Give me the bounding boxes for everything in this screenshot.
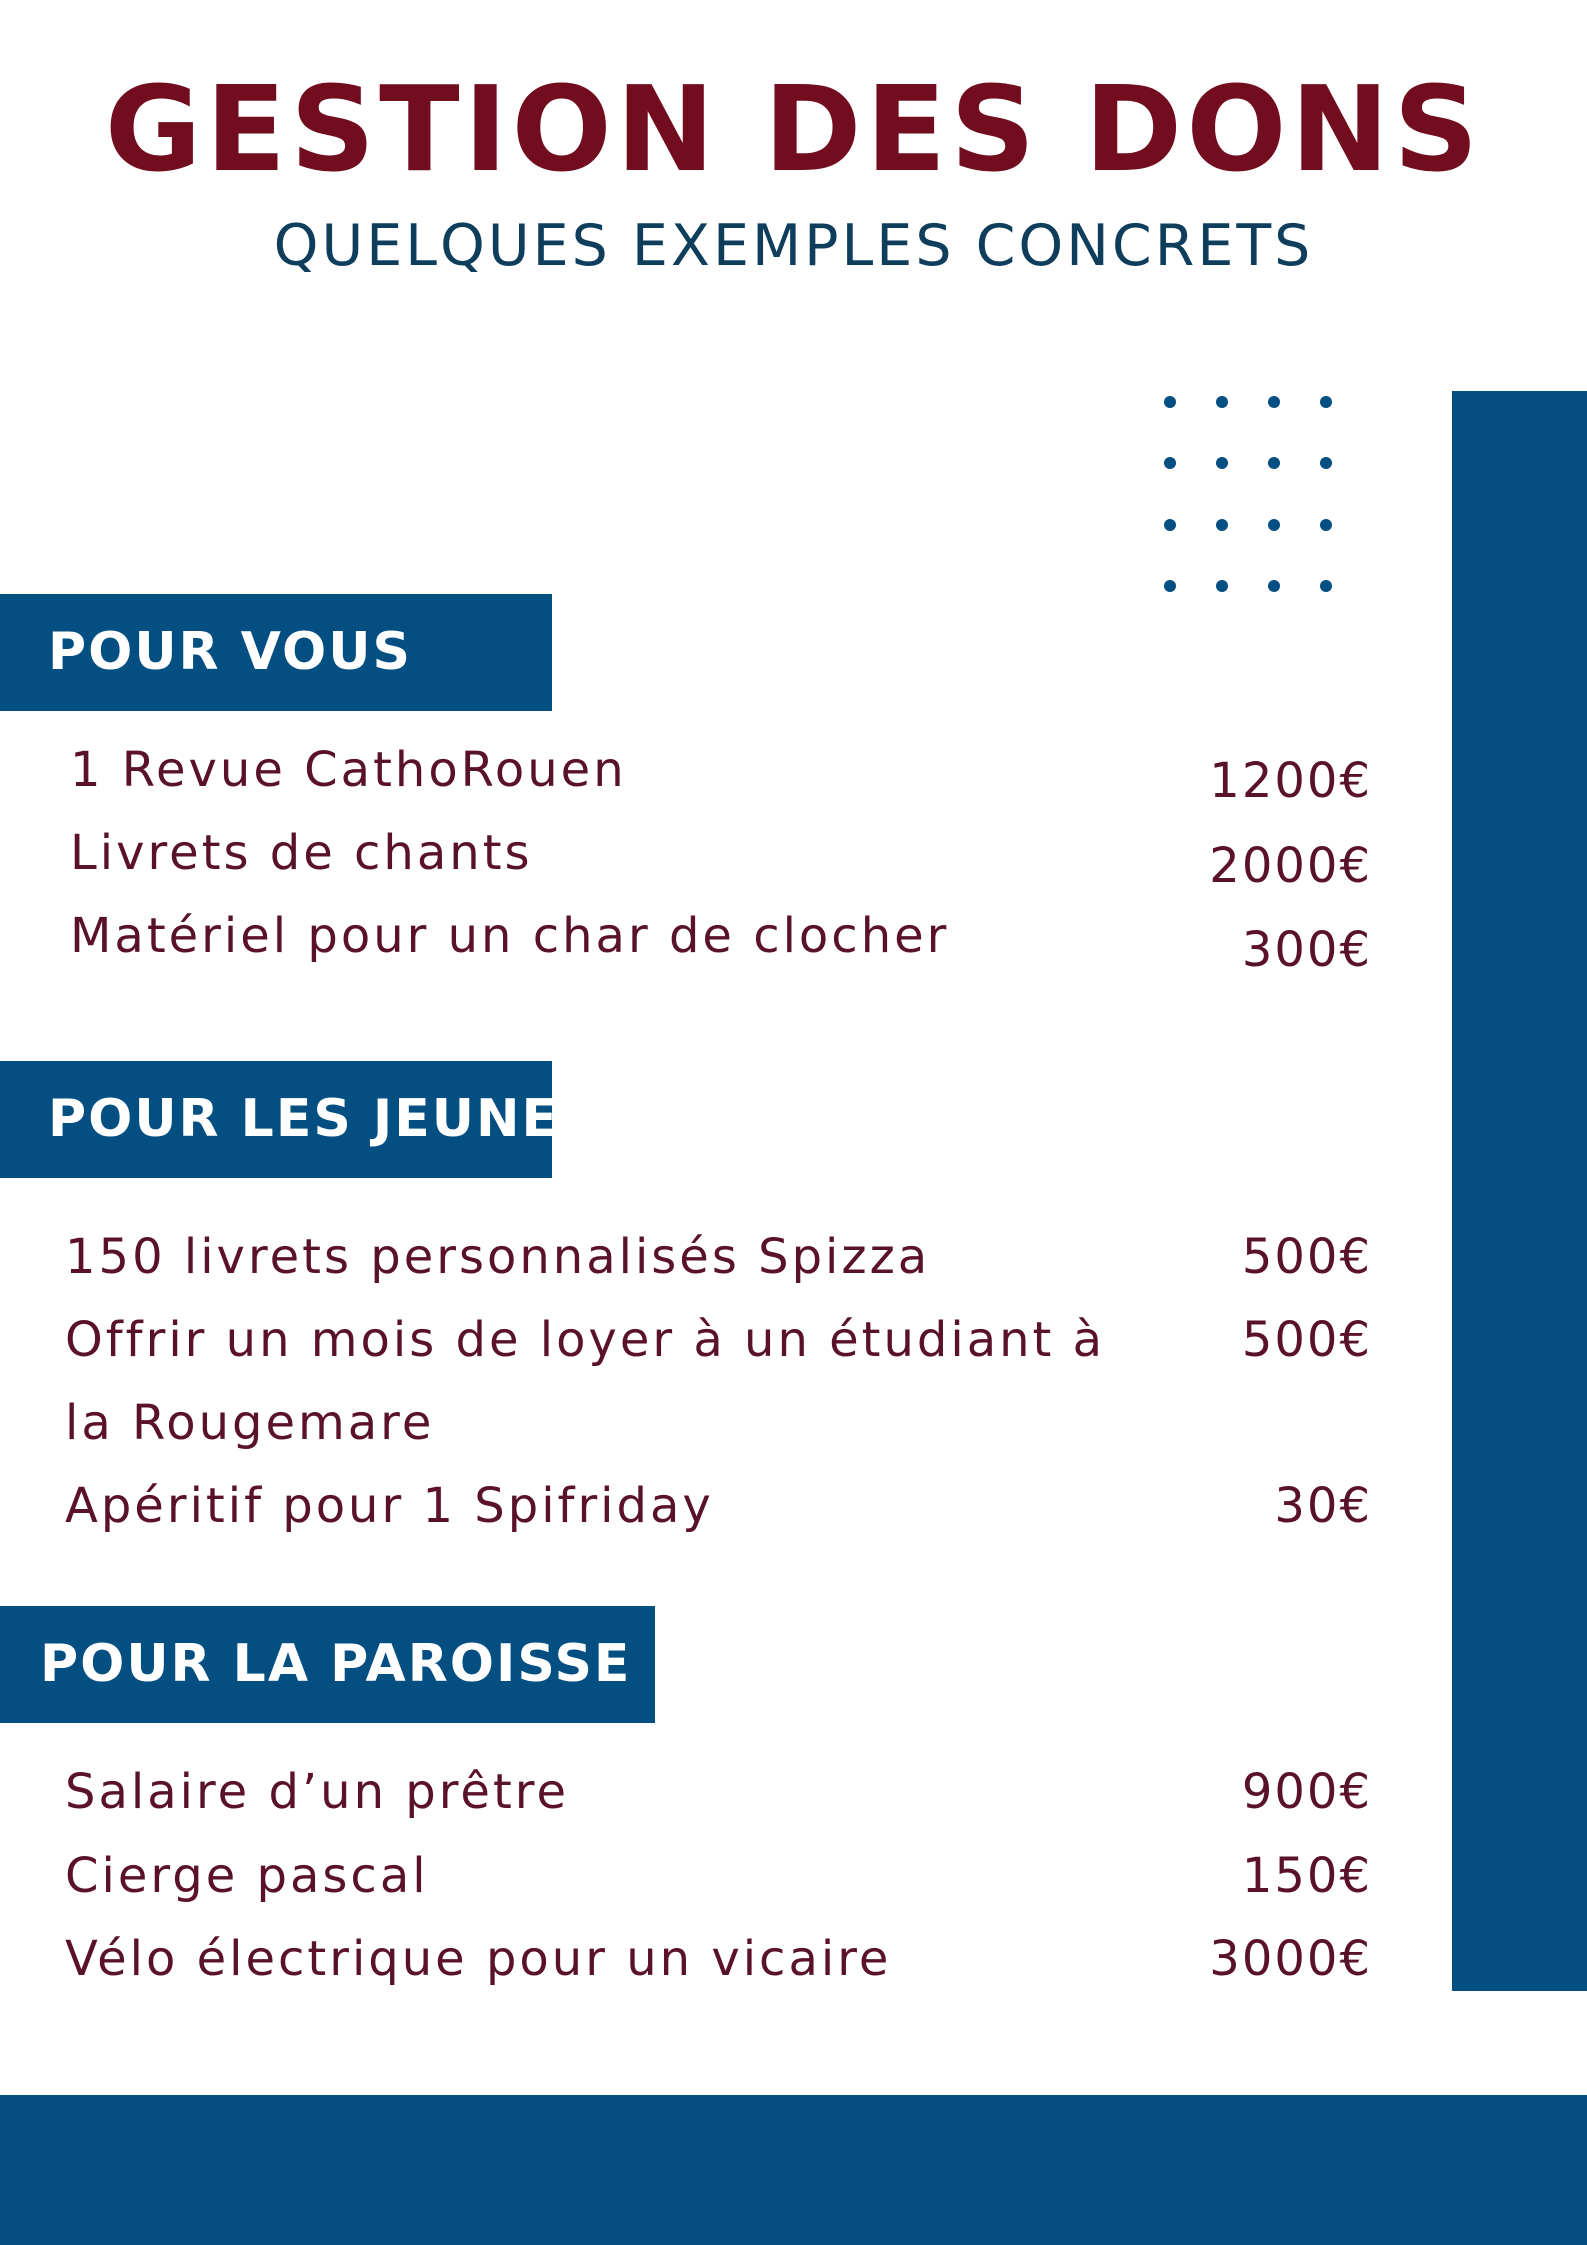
item-price: 300€ — [1241, 922, 1372, 978]
list-item-continuation: la Rougemare — [65, 1395, 435, 1451]
item-price: 30€ — [1274, 1478, 1372, 1534]
item-price: 500€ — [1241, 1229, 1372, 1285]
item-price: 500€ — [1241, 1312, 1372, 1368]
list-item: Offrir un mois de loyer à un étudiant à — [65, 1312, 1106, 1368]
list-item: 1 Revue CathoRouen — [70, 742, 627, 798]
list-item: Salaire d’un prêtre — [65, 1764, 569, 1820]
section-header-pour-vous: POUR VOUS — [0, 594, 552, 711]
page-subtitle: QUELQUES EXEMPLES CONCRETS — [273, 213, 1314, 279]
item-price: 150€ — [1241, 1848, 1372, 1904]
section-header-pour-les-jeunes: POUR LES JEUNES — [0, 1061, 552, 1178]
footer-band — [0, 2095, 1587, 2245]
list-item: Cierge pascal — [65, 1848, 429, 1904]
list-item: Vélo électrique pour un vicaire — [65, 1931, 892, 1987]
section-header-pour-la-paroisse: POUR LA PAROISSE — [0, 1606, 655, 1723]
right-blue-bar-decoration — [1452, 391, 1587, 1991]
item-price: 1200€ — [1209, 753, 1372, 809]
dot-grid-decoration — [1160, 392, 1340, 592]
item-price: 2000€ — [1209, 838, 1372, 894]
item-price: 900€ — [1241, 1764, 1372, 1820]
item-price: 3000€ — [1209, 1931, 1372, 1987]
list-item: 150 livrets personnalisés Spizza — [65, 1229, 931, 1285]
page-title: GESTION DES DONS — [104, 60, 1483, 198]
list-item: Apéritif pour 1 Spifriday — [65, 1478, 714, 1534]
list-item: Livrets de chants — [70, 825, 533, 881]
list-item: Matériel pour un char de clocher — [70, 908, 950, 964]
